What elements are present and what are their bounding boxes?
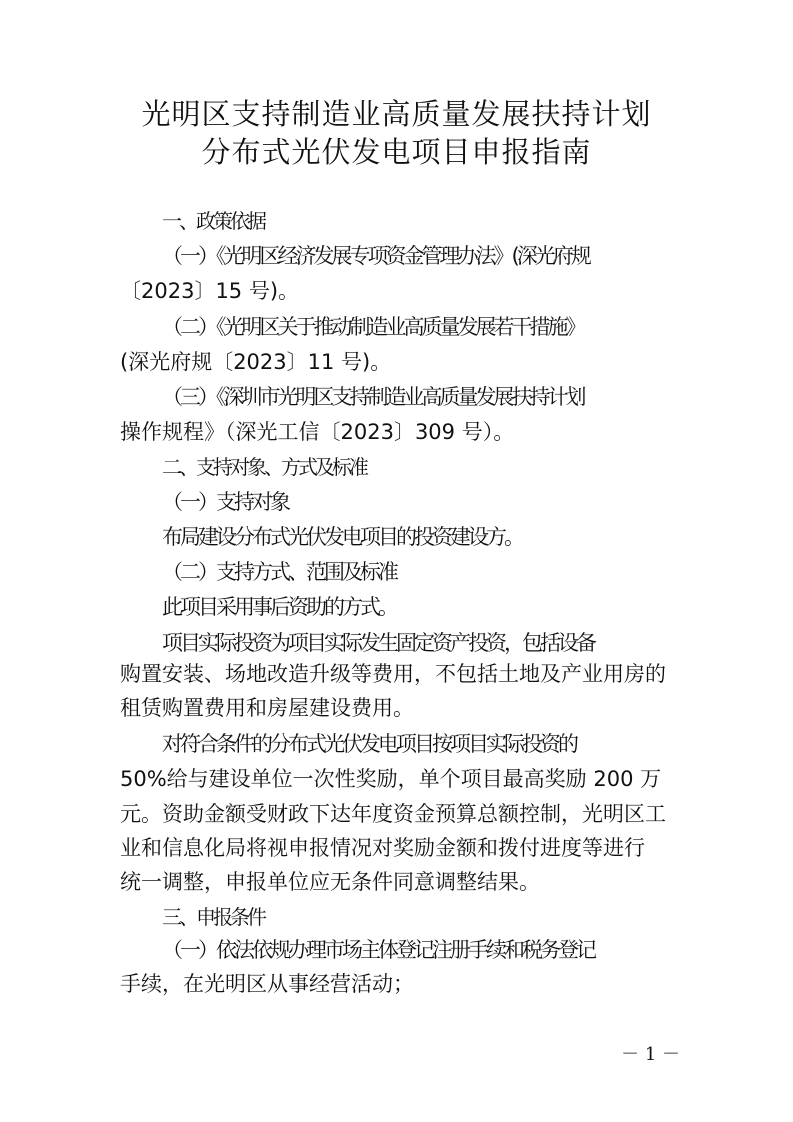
document-title-line-2: 分布式光伏发电项目申报指南 <box>201 135 592 169</box>
section-heading-application-conditions: 三、申报条件 <box>162 905 264 929</box>
body-line: 手续，在光明区从事经营活动； <box>120 972 414 996</box>
body-line: 〔2023〕15 号)。 <box>120 279 300 303</box>
body-line: 项目实际投资为项目实际发生固定资产投资，包括设备 <box>162 631 594 655</box>
body-line: 50%给与建设单位一次性奖励，单个项目最高奖励 200 万 <box>120 767 662 791</box>
body-line: (深光府规〔2023〕11 号)。 <box>120 350 392 374</box>
section-heading-policy-basis: 一、政策依据 <box>162 209 264 233</box>
sub-heading-support-method: （二）支持方式、范围及标准 <box>162 560 396 584</box>
body-line: （二）《光明区关于推动制造业高质量发展若干措施》 <box>162 315 584 339</box>
body-line: 此项目采用事后资助的方式。 <box>162 595 396 619</box>
body-line: 统一调整，申报单位应无条件同意调整结果。 <box>120 870 540 894</box>
body-line: （三）《深圳市光明区支持制造业高质量发展扶持计划 <box>162 385 584 409</box>
document-title-line-1: 光明区支持制造业高质量发展扶持计划 <box>141 97 652 131</box>
body-line: （一）《光明区经济发展专项资金管理办法》(深光府规 <box>162 244 589 268</box>
body-line: 元。资助金额受财政下达年度资金预算总额控制，光明区工 <box>120 802 666 826</box>
body-line: 操作规程》（深光工信〔2023〕309 号）。 <box>120 420 515 444</box>
body-line: （一）依法依规办理市场主体登记注册手续和税务登记 <box>162 938 594 962</box>
body-line: 购置安装、场地改造升级等费用，不包括土地及产业用房的 <box>120 662 666 686</box>
sub-heading-support-target: （一）支持对象 <box>162 490 288 514</box>
body-line: 对符合条件的分布式光伏发电项目按项目实际投资的 <box>162 732 576 756</box>
page-number: － 1 － <box>621 1044 680 1065</box>
body-line: 业和信息化局将视申报情况对奖励金额和拨付进度等进行 <box>120 836 645 860</box>
section-heading-support: 二、支持对象、方式及标准 <box>162 455 366 479</box>
body-line: 租赁购置费用和房屋建设费用。 <box>120 696 414 720</box>
body-line: 布局建设分布式光伏发电项目的投资建设方。 <box>162 525 522 549</box>
